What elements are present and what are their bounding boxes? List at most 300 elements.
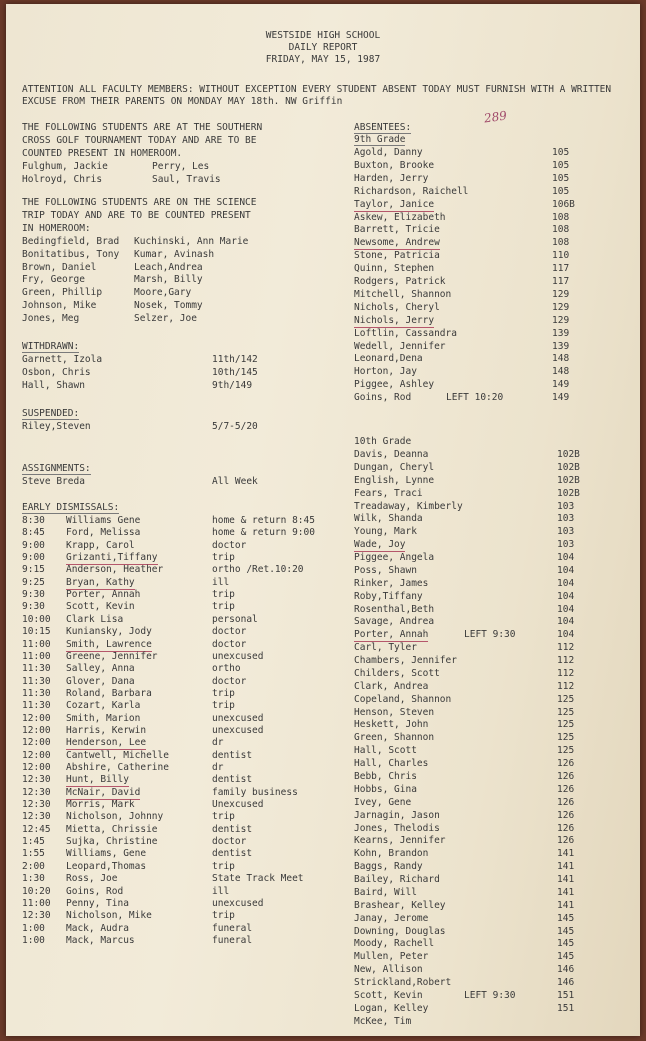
list-cell: 10:15: [22, 626, 51, 638]
list-item: [6, 147, 640, 160]
list-cell: Young, Mark: [354, 526, 417, 538]
assignments-heading: ASSIGNMENTS:: [22, 463, 91, 474]
list-cell: 146: [557, 977, 575, 989]
list-cell: Marsh, Billy: [134, 274, 203, 286]
list-cell: Quinn, Stephen: [354, 263, 435, 275]
list-cell: 104: [557, 552, 575, 564]
list-cell: 102B: [557, 474, 580, 486]
list-item: [6, 655, 640, 668]
list-cell: Green, Phillip: [22, 287, 103, 299]
list-cell: Mitchell, Shannon: [354, 288, 452, 300]
list-cell: Wilk, Shanda: [354, 513, 423, 525]
list-cell: 151: [557, 1002, 575, 1014]
list-cell: Harden, Jerry: [354, 172, 429, 184]
list-cell: Buxton, Brooke: [354, 159, 435, 171]
list-item: [6, 613, 640, 629]
list-item: [6, 719, 640, 732]
list-item: [6, 668, 640, 681]
list-item: [6, 328, 640, 341]
list-cell: 106B: [552, 198, 575, 210]
list-cell: 10th/145: [212, 366, 258, 378]
list-cell: 105: [552, 185, 570, 197]
list-cell: 2:00: [22, 860, 45, 872]
list-cell: 8:30: [22, 515, 45, 526]
list-item: [6, 392, 640, 405]
list-cell: unexcused: [212, 712, 264, 724]
list-cell: 149: [552, 379, 570, 391]
list-cell: 12:30: [22, 799, 51, 811]
list-cell: trip: [212, 552, 235, 564]
list-cell: Smith, Lawrence: [66, 638, 152, 650]
notice-line: THE FOLLOWING STUDENTS ARE ON THE SCIENCE: [22, 197, 257, 208]
list-item: [6, 224, 640, 237]
list-cell: Hall, Shawn: [22, 379, 85, 391]
list-cell: Moore,Gary: [134, 287, 192, 299]
list-cell: 1:00: [22, 922, 45, 934]
list-item: [6, 552, 640, 565]
list-cell: 10:00: [22, 613, 51, 625]
list-cell: Porter, Annah: [66, 589, 141, 601]
list-cell: doctor: [212, 638, 247, 650]
list-cell: 141: [557, 848, 575, 860]
list-cell: Nosek, Tommy: [134, 300, 203, 311]
list-cell: Selzer, Joe: [134, 312, 197, 324]
list-item: [6, 887, 640, 900]
list-cell: 12:00: [22, 762, 51, 773]
list-cell: 104: [557, 616, 575, 628]
list-cell: Salley, Anna: [66, 663, 135, 675]
grade-9-heading: 9th Grade: [354, 134, 406, 145]
list-item: [6, 488, 640, 501]
list-item: [6, 990, 640, 1003]
list-cell: 103: [557, 539, 575, 551]
list-cell: 9th/149: [212, 379, 253, 391]
list-cell: 104: [557, 629, 575, 641]
list-cell: Heskett, John: [354, 719, 429, 731]
list-cell: Abshire, Catherine: [66, 762, 169, 773]
list-cell: Leach,Andrea: [134, 261, 203, 273]
list-cell: 148: [552, 353, 570, 365]
list-cell: All Week: [212, 476, 258, 487]
list-cell: 11th/142: [212, 354, 258, 365]
list-item: [6, 513, 640, 526]
list-cell: Clark, Andrea: [354, 680, 429, 692]
list-item: [6, 353, 640, 366]
list-cell: Nicholson, Mike: [66, 910, 152, 922]
list-cell: 12:30: [22, 786, 51, 798]
list-cell: Brown, Daniel: [22, 261, 97, 273]
list-cell: 125: [557, 693, 575, 705]
list-cell: 12:45: [22, 823, 51, 835]
list-item: [6, 810, 640, 823]
list-cell: Downing, Douglas: [354, 925, 446, 937]
list-cell: trip: [212, 589, 235, 601]
list-cell: Newsome, Andrew: [354, 237, 440, 249]
list-cell: Hobbs, Gina: [354, 783, 417, 795]
list-cell: 126: [557, 771, 575, 782]
list-item: [6, 797, 640, 810]
list-cell: Osbon, Chris: [22, 366, 91, 378]
list-cell: 12:00: [22, 749, 51, 761]
list-cell: 145: [557, 925, 575, 937]
list-cell: Cantwell, Michelle: [66, 749, 169, 761]
list-item: [6, 861, 640, 874]
list-cell: Ivey, Gene: [354, 796, 412, 808]
list-cell: Nichols, Cheryl: [354, 301, 440, 313]
list-cell: doctor: [212, 675, 247, 687]
list-item: [6, 926, 640, 939]
list-cell: Kearns, Jennifer: [354, 835, 446, 847]
list-cell: Wade, Joy: [354, 539, 406, 551]
list-cell: Jarnagin, Jason: [354, 809, 440, 821]
list-cell: Fry, George: [22, 274, 85, 286]
list-cell: Poss, Shawn: [354, 564, 417, 576]
list-cell: Ross, Joe: [66, 873, 118, 885]
list-item: [6, 199, 640, 212]
list-cell: family business: [212, 786, 298, 798]
list-cell: home & return 8:45: [212, 515, 315, 526]
list-item: [6, 1016, 640, 1029]
list-item: [6, 977, 640, 990]
list-cell: 104: [557, 577, 575, 589]
list-cell: 149: [552, 392, 570, 404]
list-cell: ortho: [212, 663, 241, 675]
list-item: [6, 964, 640, 977]
list-cell: Grizanti,Tiffany: [66, 552, 158, 564]
list-cell: 112: [557, 680, 575, 692]
list-cell: 141: [557, 899, 575, 911]
list-cell: trip: [212, 860, 235, 872]
list-cell: 126: [557, 809, 575, 821]
list-cell: 11:00: [22, 650, 51, 662]
list-cell: Kuchinski, Ann Marie: [134, 236, 249, 247]
list-cell: Ford, Melissa: [66, 527, 141, 539]
list-item: [6, 835, 640, 848]
list-cell: ortho /Ret.10:20: [212, 564, 304, 576]
list-cell: 104: [557, 603, 575, 615]
list-item: [6, 642, 640, 655]
list-cell: 112: [557, 642, 575, 654]
notice-line: THE FOLLOWING STUDENTS ARE AT THE SOUTHERN: [22, 122, 263, 133]
list-cell: personal: [212, 613, 258, 625]
list-cell: Jones, Meg: [22, 312, 80, 324]
list-item: [6, 565, 640, 578]
list-cell: 145: [557, 951, 575, 963]
list-cell: Henderson, Lee: [66, 737, 147, 749]
list-cell: Johnson, Mike: [22, 300, 97, 311]
list-item: [6, 186, 640, 199]
list-cell: 108: [552, 237, 570, 249]
list-cell: Saul, Travis: [152, 173, 221, 185]
list-cell: Rosenthal,Beth: [354, 603, 435, 615]
list-cell: 1:30: [22, 873, 45, 885]
list-cell: Copeland, Shannon: [354, 693, 452, 705]
list-cell: trip: [212, 910, 235, 922]
list-cell: Harris, Kerwin: [66, 724, 147, 736]
report-title: DAILY REPORT: [288, 42, 358, 53]
list-cell: Richardson, Raichell: [354, 185, 469, 197]
list-item: [6, 263, 640, 276]
grade-10-heading: 10th Grade: [354, 436, 412, 447]
list-cell: 129: [552, 301, 570, 313]
list-item: [6, 771, 640, 784]
list-cell: Barrett, Tricie: [354, 224, 440, 236]
list-cell: 12:30: [22, 811, 51, 823]
list-cell: 8:45: [22, 527, 45, 539]
list-item: [6, 173, 640, 186]
list-cell: 145: [557, 912, 575, 924]
list-cell: 105: [552, 172, 570, 184]
list-cell: 105: [552, 159, 570, 171]
list-cell: 129: [552, 314, 570, 326]
list-cell: Unexcused: [212, 799, 264, 811]
list-cell: 9:30: [22, 589, 45, 601]
list-item: [6, 951, 640, 964]
list-item: [6, 694, 640, 707]
list-cell: Green, Shannon: [354, 732, 435, 744]
list-cell: ill: [212, 885, 230, 897]
list-item: [6, 897, 640, 913]
list-item: [6, 341, 640, 354]
list-cell: 125: [557, 706, 575, 718]
list-cell: Rinker, James: [354, 577, 429, 589]
list-item: [6, 302, 640, 315]
list-cell: 103: [557, 513, 575, 525]
list-cell: Anderson, Heather: [66, 564, 164, 576]
list-cell: 126: [557, 822, 575, 834]
list-cell: Scott, Kevin: [66, 601, 135, 613]
list-cell: Piggee, Angela: [354, 552, 435, 564]
list-cell: Loftlin, Cassandra: [354, 327, 457, 339]
early-dismissals-heading: EARLY DISMISSALS:: [22, 502, 120, 513]
list-cell: 112: [557, 655, 575, 667]
list-cell: Horton, Jay: [354, 366, 417, 378]
list-cell: Kuniansky, Jody: [66, 626, 152, 638]
list-item: [6, 604, 640, 617]
list-item: [6, 276, 640, 289]
notice-line: IN HOMEROOM:: [22, 222, 91, 234]
list-cell: Krapp, Carol: [66, 539, 135, 551]
list-cell: Bailey, Richard: [354, 874, 440, 886]
list-cell: 105: [552, 147, 570, 158]
list-cell: Bedingfield, Brad: [22, 236, 120, 247]
suspended-heading: SUSPENDED:: [22, 408, 80, 419]
list-cell: Glover, Dana: [66, 675, 135, 687]
list-cell: 1:55: [22, 848, 45, 860]
list-cell: 126: [557, 796, 575, 808]
list-cell: Bonitatibus, Tony: [22, 248, 120, 260]
list-cell: 104: [557, 590, 575, 602]
list-cell: Mack, Audra: [66, 922, 129, 934]
list-cell: Mack, Marcus: [66, 934, 135, 946]
list-cell: Childers, Scott: [354, 667, 440, 679]
list-cell: Bebb, Chris: [354, 771, 417, 782]
list-item: [6, 160, 640, 173]
list-item: [6, 874, 640, 887]
list-cell: McKee, Tim: [354, 1015, 412, 1027]
list-cell: trip: [212, 687, 235, 699]
list-cell: 103: [557, 526, 575, 538]
list-cell: 9:30: [22, 601, 45, 613]
list-cell: 117: [552, 276, 570, 287]
list-cell: 12:00: [22, 712, 51, 724]
list-cell: State Track Meet: [212, 873, 304, 885]
list-item: [6, 539, 640, 552]
list-cell: 11:30: [22, 700, 51, 712]
list-cell: Taylor, Janice: [354, 198, 435, 210]
list-cell: 126: [557, 835, 575, 847]
list-cell: 11:30: [22, 687, 51, 699]
list-cell: Nicholson, Johnny: [66, 811, 164, 823]
list-item: [6, 475, 640, 488]
list-cell: Perry, Les: [152, 161, 210, 172]
list-cell: Askew, Elizabeth: [354, 211, 446, 223]
list-cell: Baggs, Randy: [354, 861, 423, 873]
report-date: FRIDAY, MAY 15, 1987: [265, 54, 381, 65]
list-item: [6, 681, 640, 694]
list-cell: 108: [552, 211, 570, 223]
list-cell: Mullen, Peter: [354, 951, 429, 963]
notice-line: COUNTED PRESENT IN HOMEROOM.: [22, 147, 183, 159]
list-item: [6, 591, 640, 604]
list-cell: Savage, Andrea: [354, 616, 435, 628]
list-cell: Cozart, Karla: [66, 700, 141, 712]
list-cell: Jones, Thelodis: [354, 822, 440, 834]
list-cell: 145: [557, 938, 575, 950]
list-cell: trip: [212, 811, 235, 823]
list-cell: doctor: [212, 626, 247, 638]
list-item: [6, 501, 640, 514]
list-cell: 110: [552, 250, 570, 262]
list-cell: 146: [557, 964, 575, 976]
list-cell: Roby,Tiffany: [354, 590, 423, 602]
list-cell: funeral: [212, 934, 253, 946]
list-cell: 12:30: [22, 774, 51, 786]
list-item: [6, 237, 640, 250]
list-item: [6, 449, 640, 462]
list-item: [6, 784, 640, 797]
list-cell: Williams Gene: [66, 515, 141, 526]
list-cell: Rodgers, Patrick: [354, 276, 446, 287]
list-cell: ill: [212, 576, 230, 588]
list-item: [6, 913, 640, 926]
list-cell: Treadaway, Kimberly: [354, 500, 463, 512]
list-cell: Dungan, Cheryl: [354, 461, 435, 473]
list-cell: 1:00: [22, 934, 45, 946]
list-cell: Kumar, Avinash: [134, 248, 215, 260]
school-name: WESTSIDE HIGH SCHOOL: [265, 30, 381, 41]
list-cell: Chambers, Jennifer: [354, 655, 457, 667]
list-cell: Brashear, Kelley: [354, 899, 446, 911]
list-cell: Roland, Barbara: [66, 687, 152, 699]
list-cell: 125: [557, 745, 575, 757]
handwritten-number: 289: [483, 108, 508, 126]
list-cell: Hall, Charles: [354, 758, 429, 770]
list-cell: Penny, Tina: [66, 897, 129, 909]
list-cell: 139: [552, 327, 570, 339]
list-cell: Kohn, Brandon: [354, 848, 429, 860]
list-cell: LEFT 9:30: [464, 629, 516, 641]
list-cell: Moody, Rachell: [354, 938, 435, 950]
list-cell: 102B: [557, 461, 580, 473]
list-cell: doctor: [212, 539, 247, 551]
list-item: [6, 938, 640, 951]
list-cell: dr: [212, 762, 224, 773]
list-cell: Strickland,Robert: [354, 977, 452, 989]
list-cell: Bryan, Kathy: [66, 576, 135, 588]
list-cell: 11:30: [22, 675, 51, 687]
list-item: [6, 209, 640, 225]
list-cell: Steve Breda: [22, 476, 85, 487]
list-cell: 141: [557, 886, 575, 898]
list-cell: Carl, Tyler: [354, 642, 417, 654]
list-item: [6, 421, 640, 434]
list-cell: trip: [212, 601, 235, 613]
list-item: [6, 366, 640, 379]
list-cell: 11:00: [22, 638, 51, 650]
list-cell: 9:00: [22, 539, 45, 551]
list-cell: Piggee, Ashley: [354, 379, 435, 391]
list-cell: Goins, Rod: [66, 885, 124, 897]
list-cell: 129: [552, 288, 570, 300]
list-cell: 141: [557, 861, 575, 873]
list-cell: unexcused: [212, 650, 264, 662]
list-cell: Sujka, Christine: [66, 836, 158, 848]
list-item: [6, 629, 640, 642]
list-cell: Hall, Scott: [354, 745, 417, 757]
daily-report-page: [6, 4, 640, 1036]
list-item: [6, 823, 640, 836]
list-cell: doctor: [212, 836, 247, 848]
list-cell: dentist: [212, 848, 253, 860]
list-cell: Stone, Patricia: [354, 250, 440, 262]
list-cell: 12:00: [22, 724, 51, 736]
list-cell: Greene, Jennifer: [66, 650, 158, 662]
list-item: [6, 462, 640, 475]
list-item: [6, 1003, 640, 1016]
list-cell: LEFT 10:20: [446, 392, 504, 404]
list-cell: 9:00: [22, 552, 45, 564]
list-item: [6, 745, 640, 758]
withdrawn-heading: WITHDRAWN:: [22, 341, 80, 352]
list-cell: 12:30: [22, 910, 51, 922]
list-cell: 11:30: [22, 663, 51, 675]
list-cell: 112: [557, 667, 575, 679]
list-cell: dr: [212, 737, 224, 749]
list-cell: Clark Lisa: [66, 613, 124, 625]
list-cell: unexcused: [212, 724, 264, 736]
list-cell: 141: [557, 874, 575, 886]
list-cell: Porter, Annah: [354, 629, 429, 641]
notice-line: TRIP TODAY AND ARE TO BE COUNTED PRESENT: [22, 209, 251, 221]
list-cell: Leonard,Dena: [354, 353, 423, 365]
list-cell: Mietta, Chrissie: [66, 823, 158, 835]
list-cell: Janay, Jerome: [354, 912, 429, 924]
list-item: [6, 289, 640, 302]
list-cell: 125: [557, 732, 575, 744]
list-cell: McNair, David: [66, 786, 141, 798]
list-item: [6, 707, 640, 720]
absentees-heading: ABSENTEES:: [354, 122, 412, 133]
list-cell: Leopard,Thomas: [66, 860, 147, 872]
notice-line: CROSS GOLF TOURNAMENT TODAY AND ARE TO BE: [22, 134, 257, 146]
list-cell: Baird, Will: [354, 886, 417, 898]
list-cell: 151: [557, 989, 575, 1001]
list-cell: 12:00: [22, 737, 51, 749]
list-item: [6, 250, 640, 263]
list-item: [6, 732, 640, 745]
list-cell: Fulghum, Jackie: [22, 161, 108, 172]
